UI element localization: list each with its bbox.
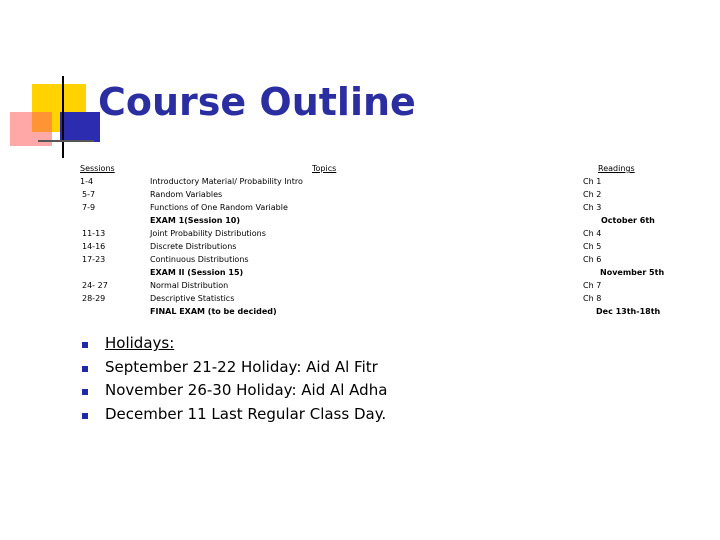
table-row-topic: Functions of One Random Variable xyxy=(150,203,288,212)
bullet-text: December 11 Last Regular Class Day. xyxy=(105,404,387,423)
table-row-topic: FINAL EXAM (to be decided) xyxy=(150,307,277,316)
bullet-square-icon xyxy=(82,413,88,419)
table-row-reading: Ch 8 xyxy=(583,294,602,303)
header-topics: Topics xyxy=(312,164,337,173)
table-row-reading: November 5th xyxy=(600,268,665,277)
table-row-session: 11-13 xyxy=(82,229,106,238)
bullet-square-icon xyxy=(82,389,88,395)
table-row-topic: Descriptive Statistics xyxy=(150,294,235,303)
table-row-topic: EXAM 1(Session 10) xyxy=(150,216,241,225)
decor-vertical-line xyxy=(62,76,64,158)
table-row-topic: Joint Probability Distributions xyxy=(150,229,266,238)
bullet-text: November 26-30 Holiday: Aid Al Adha xyxy=(105,381,388,399)
decor-blue-square xyxy=(60,112,100,142)
table-row-session: 1-4 xyxy=(80,177,94,186)
table-row-topic: Discrete Distributions xyxy=(150,242,237,251)
table-row-topic: Normal Distribution xyxy=(150,281,229,290)
table-row-reading: Ch 3 xyxy=(583,203,602,212)
table-row-session: 14-16 xyxy=(82,242,106,251)
page-title: Course Outline xyxy=(98,80,416,124)
table-row-reading: Ch 4 xyxy=(583,229,602,238)
table-row-topic: Continuous Distributions xyxy=(150,255,249,264)
bullet-square-icon xyxy=(82,366,88,372)
bullet-text: Holidays: xyxy=(105,334,175,352)
table-row-reading: Ch 5 xyxy=(583,242,602,251)
table-row-topic: EXAM II (Session 15) xyxy=(150,268,244,277)
table-row-session: 5-7 xyxy=(82,190,96,199)
table-row-reading: Dec 13th-18th xyxy=(596,307,661,316)
table-row-reading: October 6th xyxy=(601,216,655,225)
table-row-topic: Random Variables xyxy=(150,190,223,199)
table-row-reading: Ch 2 xyxy=(583,190,602,199)
bullet-square-icon xyxy=(82,342,88,348)
decor-horizontal-line xyxy=(38,140,94,142)
table-row-session: 7-9 xyxy=(82,203,96,212)
table-row-topic: Introductory Material/ Probability Intro xyxy=(150,177,303,186)
bullet-text: September 21-22 Holiday: Aid Al Fitr xyxy=(105,357,378,376)
table-row-session: 28-29 xyxy=(82,294,106,303)
table-row-reading: Ch 7 xyxy=(583,281,602,290)
header-readings: Readings xyxy=(598,164,635,173)
table-row-reading: Ch 1 xyxy=(583,177,602,186)
table-row-reading: Ch 6 xyxy=(583,255,602,264)
table-row-session: 17-23 xyxy=(82,255,106,264)
table-row-session: 24- 27 xyxy=(82,281,108,290)
header-sessions: Sessions xyxy=(80,164,115,173)
